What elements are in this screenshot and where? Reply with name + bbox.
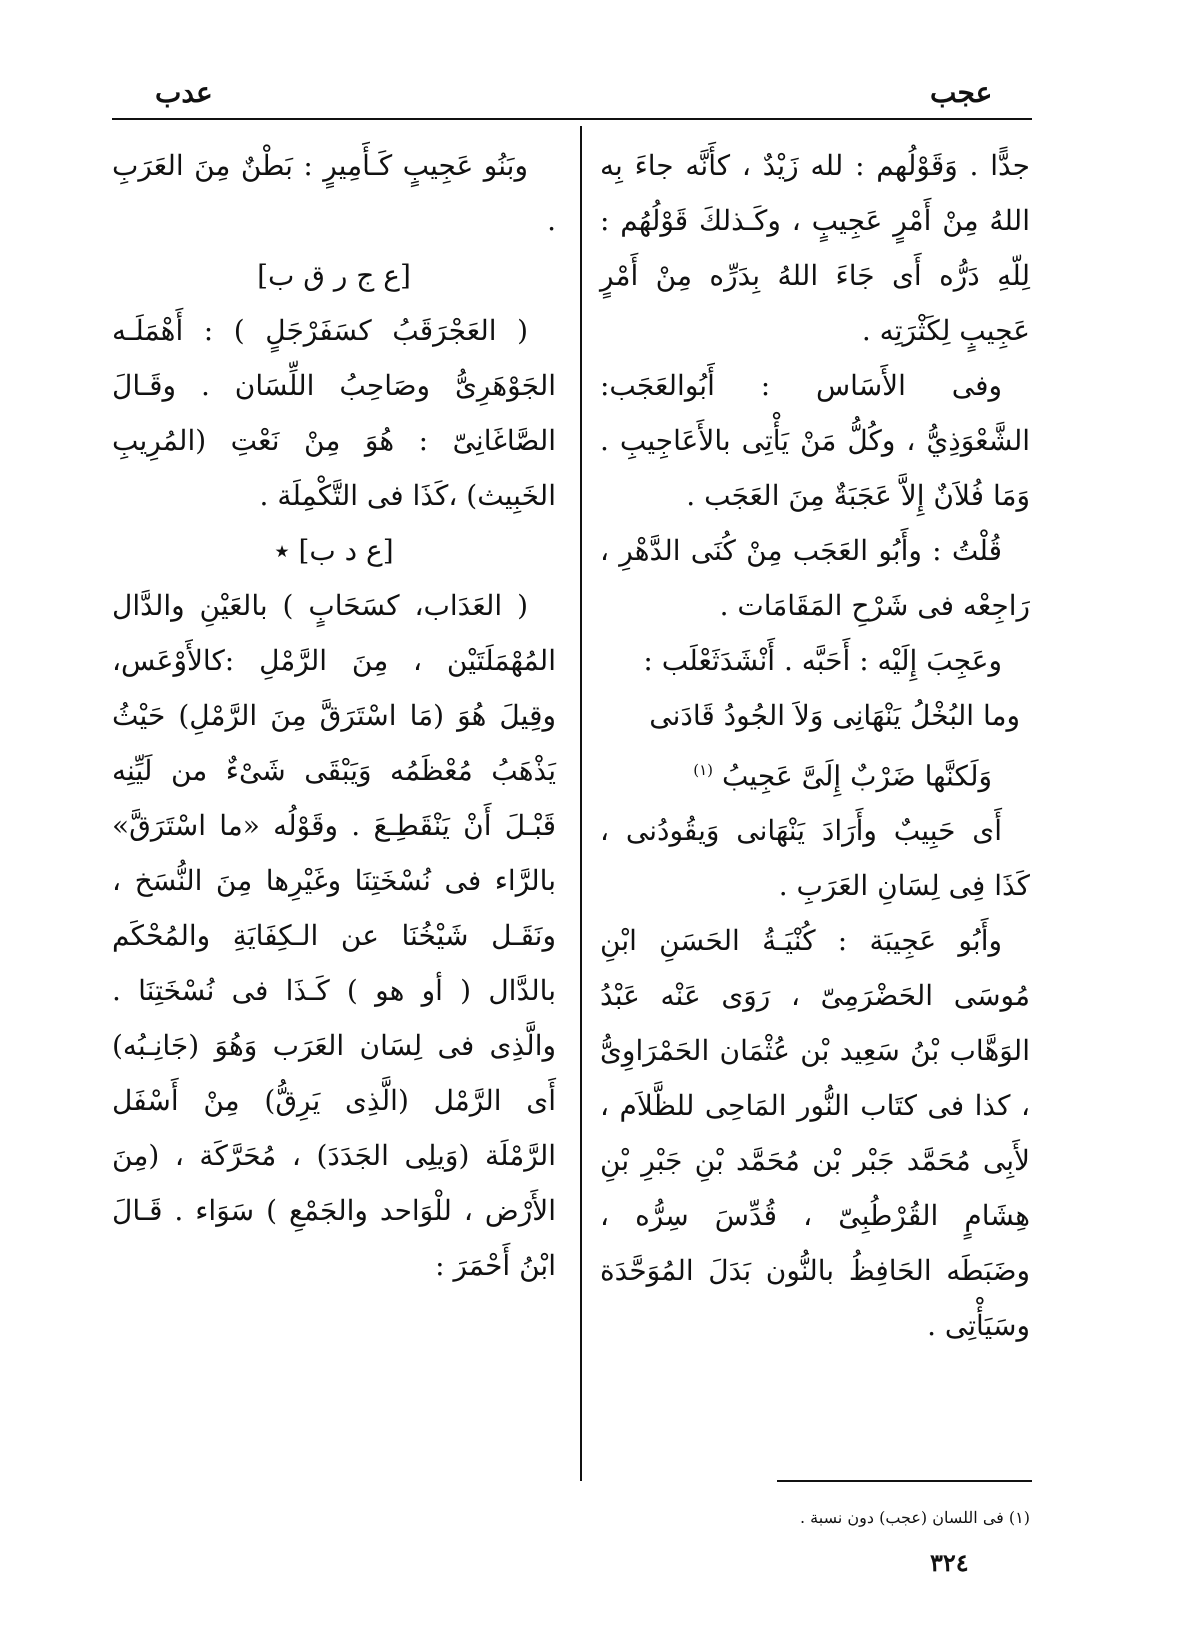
verse-line: وما البُخْلُ يَنْهَانِى وَلاَ الجُودُ قَادَنى [649,699,1020,732]
left-column [112,138,556,1293]
paragraph: ( العَجْرَقَبُ كسَفَرْجَلٍ ) : أَهْمَلَـه الجَوْهَرِىُّ وصَاحِبُ اللِّسَان . وقَـالَ الصَّاغَانِىّ : هُوَ مِنْ نَعْتِ (المُرِيبِ الخَبِيث) ،كَذَا فى التَّكْمِلَة . [112,314,556,512]
paragraph: أَى حَبِيبٌ وأَرَادَ يَنْهَانى وَيقُودُنى ، كَذَا فِى لِسَانِ العَرَبِ . [600,814,1030,903]
paragraph: جدًّا . وَقَوْلُهم : لله زَيْدٌ ، كأَنَّه جاءَ بِه اللهُ مِنْ أَمْرٍ عَجِيبٍ ، وكَـذلكَ قَوْلُهُم : لِلّهِ دَرُّه أَى جَاءَ اللهُ بِدَرِّه مِنْ أَمْرٍ عَجِيبٍ لِكَثْرَتِه . [600,149,1030,347]
entry-heading: [ع ج ر ق ب] [257,259,411,292]
page-number: ٣٢٤ [930,1548,969,1577]
verse-text: وَلَكنَّها ضَرْبٌ إِلَىَّ عَجِيبُ [721,759,992,793]
paragraph: وأَبُو عَجِيبَة : كُنْيَـةُ الحَسَنِ ابْنِ مُوسَى الحَضْرَمِىّ ، رَوَى عَنْه عَبْدُ الوَهَّاب بْنُ سَعِيد بْن عُثْمَان الحَمْرَاوِىُّ ، كذا فى كتَاب النُّور المَاحِى للظَّلاَم ، لأَبِى مُحَمَّد جَبْر بْن مُحَمَّد بْنِ جَبْرِ بْنِ هِشَامٍ القُرْطُبِىّ ، قُدِّسَ سِرُّه ، وضَبَطَه الحَافِظُ بالنُّون بَدَلَ المُوَحَّدَة وسَيَأْتِى . [600,924,1030,1343]
verse-line [600,743,1030,803]
paragraph: وبَنُو عَجِيبٍ كَـأَمِيرٍ : بَطْنٌ مِنَ العَرَبِ . [112,149,556,237]
header-rule [112,118,1032,120]
right-column [600,138,1030,1353]
footnote-marker: (١) [693,761,714,779]
footnote-rule [777,1480,1032,1482]
running-header-left: عدب [155,76,213,109]
entry-heading: [ع د ب] ٭ [274,534,394,567]
paragraph: ( العَدَاب، كسَحَابٍ ) بالعَيْنِ والدَّال المُهْمَلَتَيْن ، مِنَ الرَّمْلِ :كالأَوْعَس، وقِيلَ هُوَ (مَا اسْتَرَقَّ مِنَ الرَّمْلِ) حَيْثُ يَذْهَبُ مُعْظَمُه وَيَبْقَى شَىْءٌ من لَيِّنِه قَبْـلَ أَنْ يَنْقَطِـعَ . وقَوْلُه «ما اسْتَرَقَّ» بالرَّاء فى نُسْخَتِنَا وغَيْرِها مِنَ النُّسَخ ، ونَقَـل شَيْخُنَا عن الـكِفَايَةِ والمُحْكَم بالدَّال ( أو هو ) كَـذَا فى نُسْخَتِنَا . والَّذِى فى لِسَان العَرَب وَهُوَ (جَانِـبُه) أَى الرَّمْل (الَّذِى يَرِقُّ) مِنْ أَسْفَل الرَّمْلَة (وَيلِى الجَدَدَ) ، مُحَرَّكَة ، (مِنَ الأَرْض ، للْوَاحد والجَمْعِ ) سَوَاء . قَـالَ ابْنُ أَحْمَرَ : [112,589,556,1282]
running-header-right: عجب [930,76,993,109]
footnote: (١) فى اللسان (عجب) دون نسبة . [800,1508,1030,1527]
paragraph: قُلْتُ : وأَبُو العَجَب مِنْ كُنَى الدَّهْرِ ، رَاجِعْه فى شَرْحِ المَقَامَات . [600,534,1030,622]
paragraph: وفى الأَسَاس : أَبُوالعَجَب: الشَّعْوَذِيُّ ، وكُلُّ مَنْ يَأْتِى بالأَعَاجِيبِ . وَمَا فُلاَنٌ إِلاَّ عَجَبَةٌ مِنَ العَجَب . [600,369,1030,512]
paragraph: وعَجِبَ إِلَيْه : أَحَبَّه . أَنْشَدَثَعْلَب : [643,644,1002,677]
column-divider [580,126,582,1481]
